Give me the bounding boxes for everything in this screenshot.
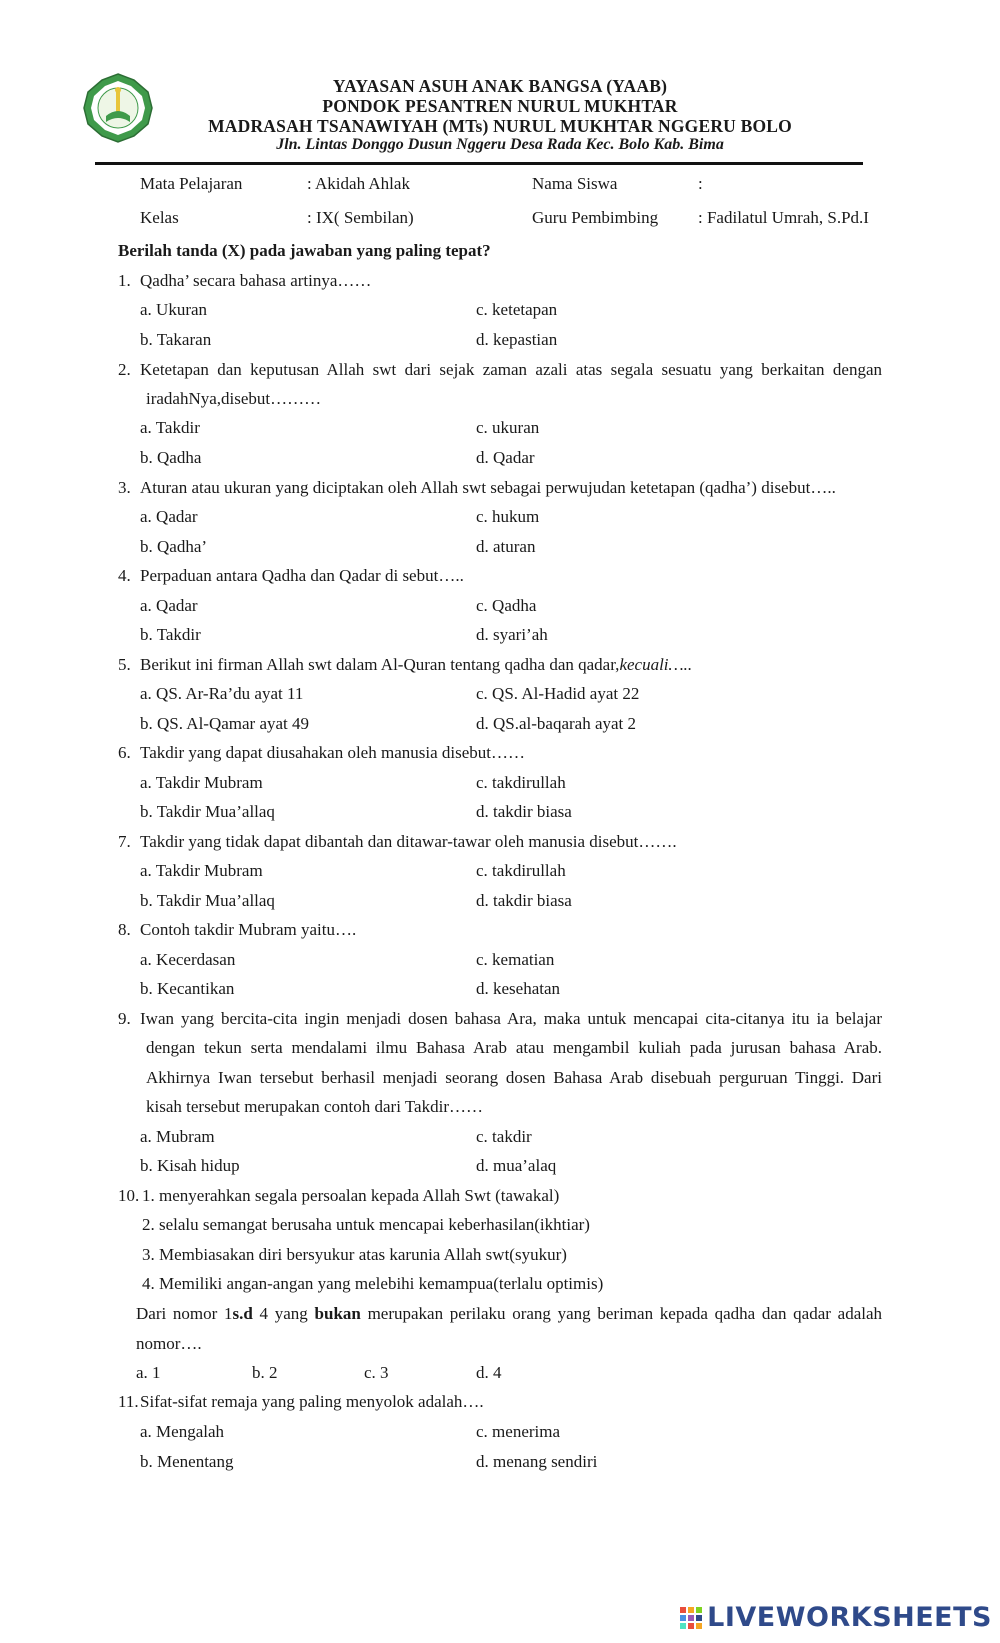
class-value: : IX( Sembilan): [307, 208, 414, 227]
stem-part: Dari nomor 1: [136, 1304, 233, 1323]
option-b[interactable]: b. Takdir Mua’allaq: [140, 891, 275, 910]
option-b[interactable]: b. QS. Al-Qamar ayat 49: [140, 714, 310, 733]
question-number: 11.: [118, 1392, 139, 1411]
option-a[interactable]: a. Qadar: [140, 507, 198, 526]
question-text: Perpaduan antara Qadha dan Qadar di sebut…..: [140, 566, 464, 585]
student-value: :: [698, 174, 703, 193]
question-text: [140, 655, 692, 675]
madrasah-name: MADRASAH TSANAWIYAH (MTs) NURUL MUKHTAR NGGERU BOLO: [208, 116, 792, 136]
option-d[interactable]: d. mua’alaq: [476, 1156, 557, 1175]
pesantren-name: PONDOK PESANTREN NURUL MUKHTAR: [322, 96, 678, 116]
option-a[interactable]: a. Qadar: [140, 596, 198, 615]
option-c[interactable]: c. Qadha: [476, 596, 537, 615]
option-b[interactable]: b. Qadha: [140, 448, 202, 467]
option-a[interactable]: a. QS. Ar-Ra’du ayat 11: [140, 684, 304, 703]
stem-part: 4 yang: [252, 1304, 315, 1323]
option-a[interactable]: a. Ukuran: [140, 300, 208, 319]
option-c[interactable]: c. ketetapan: [476, 300, 558, 319]
option-d[interactable]: d. kepastian: [476, 330, 558, 349]
option-d[interactable]: d. kesehatan: [476, 979, 561, 998]
statement-1: 1. menyerahkan segala persoalan kepada Allah Swt (tawakal): [142, 1186, 560, 1205]
question-text: Sifat-sifat remaja yang paling menyolok adalah….: [140, 1392, 484, 1411]
statement-3: 3. Membiasakan diri bersyukur atas karunia Allah swt(syukur): [142, 1245, 567, 1264]
option-a[interactable]: a. Takdir: [140, 418, 200, 437]
class-label: Kelas: [140, 208, 179, 227]
stem-bold: bukan: [314, 1304, 361, 1323]
option-c[interactable]: c. takdirullah: [476, 861, 566, 880]
option-c[interactable]: c. takdir: [476, 1127, 532, 1146]
option-d[interactable]: d. menang sendiri: [476, 1452, 598, 1471]
question-text-cont: nomor….: [136, 1334, 202, 1353]
header-rule: [95, 162, 863, 165]
option-b[interactable]: b. Menentang: [140, 1452, 234, 1471]
question-text: Aturan atau ukuran yang diciptakan oleh Allah swt sebagai perwujudan ketetapan (qadha’) disebut…..: [140, 478, 836, 497]
option-d[interactable]: d. takdir biasa: [476, 802, 572, 821]
option-a[interactable]: a. Kecerdasan: [140, 950, 236, 969]
brand-text: LIVEWORKSHEETS: [707, 1602, 992, 1633]
option-c[interactable]: c. takdirullah: [476, 773, 566, 792]
question-number: 8.: [118, 920, 131, 939]
option-b[interactable]: b. Takdir: [140, 625, 201, 644]
option-c[interactable]: c. hukum: [476, 507, 540, 526]
question-number: 1.: [118, 271, 131, 290]
question-text-cont: kisah tersebut merupakan contoh dari Takdir……: [146, 1097, 483, 1116]
option-a[interactable]: a. Mengalah: [140, 1422, 225, 1441]
stem-bold: s.d: [232, 1304, 253, 1323]
option-b[interactable]: b. Kisah hidup: [140, 1156, 240, 1175]
option-a[interactable]: a. Mubram: [140, 1127, 215, 1146]
question-text-cont: Akhirnya Iwan tersebut berhasil menjadi seorang dosen Bahasa Arab disebuah perguruan Tinggi. Dari: [146, 1068, 882, 1087]
school-address: Jln. Lintas Donggo Dusun Nggeru Desa Rada Kec. Bolo Kab. Bima: [276, 136, 724, 153]
option-c[interactable]: c. kematian: [476, 950, 555, 969]
option-d[interactable]: d. 4: [476, 1363, 502, 1382]
liveworksheets-logo-icon: [679, 1606, 703, 1630]
foundation-name: YAYASAN ASUH ANAK BANGSA (YAAB): [332, 76, 668, 96]
instruction: Berilah tanda (X) pada jawaban yang paling tepat?: [118, 241, 491, 260]
stem-part: merupakan perilaku orang yang beriman kepada qadha dan qadar adalah: [360, 1304, 883, 1323]
option-a[interactable]: a. Takdir Mubram: [140, 861, 263, 880]
question-number: 2.: [118, 360, 131, 379]
question-text: Iwan yang bercita-cita ingin menjadi dosen bahasa Ara, maka untuk mencapai cita-citanya itu ia belajar: [140, 1009, 882, 1028]
subject-value: : Akidah Ahlak: [307, 174, 410, 193]
option-b[interactable]: b. Takaran: [140, 330, 212, 349]
question-text-cont: dengan tekun serta mendalami ilmu Bahasa Arab atau mengambil kuliah pada jurusan bahasa Arab.: [146, 1038, 882, 1057]
question-number: 4.: [118, 566, 131, 585]
option-c[interactable]: c. ukuran: [476, 418, 540, 437]
student-label: Nama Siswa: [532, 174, 618, 193]
teacher-value: : Fadilatul Umrah, S.Pd.I: [698, 208, 869, 227]
question-number: 3.: [118, 478, 131, 497]
option-b[interactable]: b. 2: [252, 1363, 278, 1382]
option-d[interactable]: d. Qadar: [476, 448, 535, 467]
question-text: Qadha’ secara bahasa artinya……: [140, 271, 372, 290]
option-d[interactable]: d. takdir biasa: [476, 891, 572, 910]
teacher-label: Guru Pembimbing: [532, 208, 659, 227]
question-stem: Berikut ini firman Allah swt dalam Al-Quran tentang qadha dan qadar,: [140, 655, 620, 674]
option-d[interactable]: d. QS.al-baqarah ayat 2: [476, 714, 637, 733]
question-number: 5.: [118, 655, 131, 674]
option-c[interactable]: c. menerima: [476, 1422, 561, 1441]
question-number: 9.: [118, 1009, 131, 1028]
option-b[interactable]: b. Kecantikan: [140, 979, 235, 998]
subject-label: Mata Pelajaran: [140, 174, 243, 193]
option-b[interactable]: b. Qadha’: [140, 537, 208, 556]
liveworksheets-brand[interactable]: [679, 1602, 992, 1633]
question-number: 6.: [118, 743, 131, 762]
option-d[interactable]: d. aturan: [476, 537, 536, 556]
question-text: [136, 1304, 882, 1324]
question-text-cont: iradahNya,disebut………: [146, 389, 322, 408]
option-b[interactable]: b. Takdir Mua’allaq: [140, 802, 275, 821]
option-a[interactable]: a. Takdir Mubram: [140, 773, 263, 792]
question-number: 7.: [118, 832, 131, 851]
option-d[interactable]: d. syari’ah: [476, 625, 548, 644]
statement-2: 2. selalu semangat berusaha untuk mencapai keberhasilan(ikhtiar): [142, 1215, 590, 1234]
question-stem-italic: kecuali…..: [619, 655, 693, 674]
option-c[interactable]: c. QS. Al-Hadid ayat 22: [476, 684, 640, 703]
question-text: Takdir yang dapat diusahakan oleh manusia disebut……: [140, 743, 525, 762]
statement-4: 4. Memiliki angan-angan yang melebihi kemampua(terlalu optimis): [142, 1274, 604, 1293]
option-c[interactable]: c. 3: [364, 1363, 389, 1382]
question-text: Ketetapan dan keputusan Allah swt dari sejak zaman azali atas segala sesuatu yang berkaitan dengan: [140, 360, 882, 379]
option-a[interactable]: a. 1: [136, 1363, 161, 1382]
question-text: Contoh takdir Mubram yaitu….: [140, 920, 357, 939]
question-text: Takdir yang tidak dapat dibantah dan ditawar-tawar oleh manusia disebut…….: [140, 832, 677, 851]
question-number: 10.: [118, 1186, 140, 1205]
